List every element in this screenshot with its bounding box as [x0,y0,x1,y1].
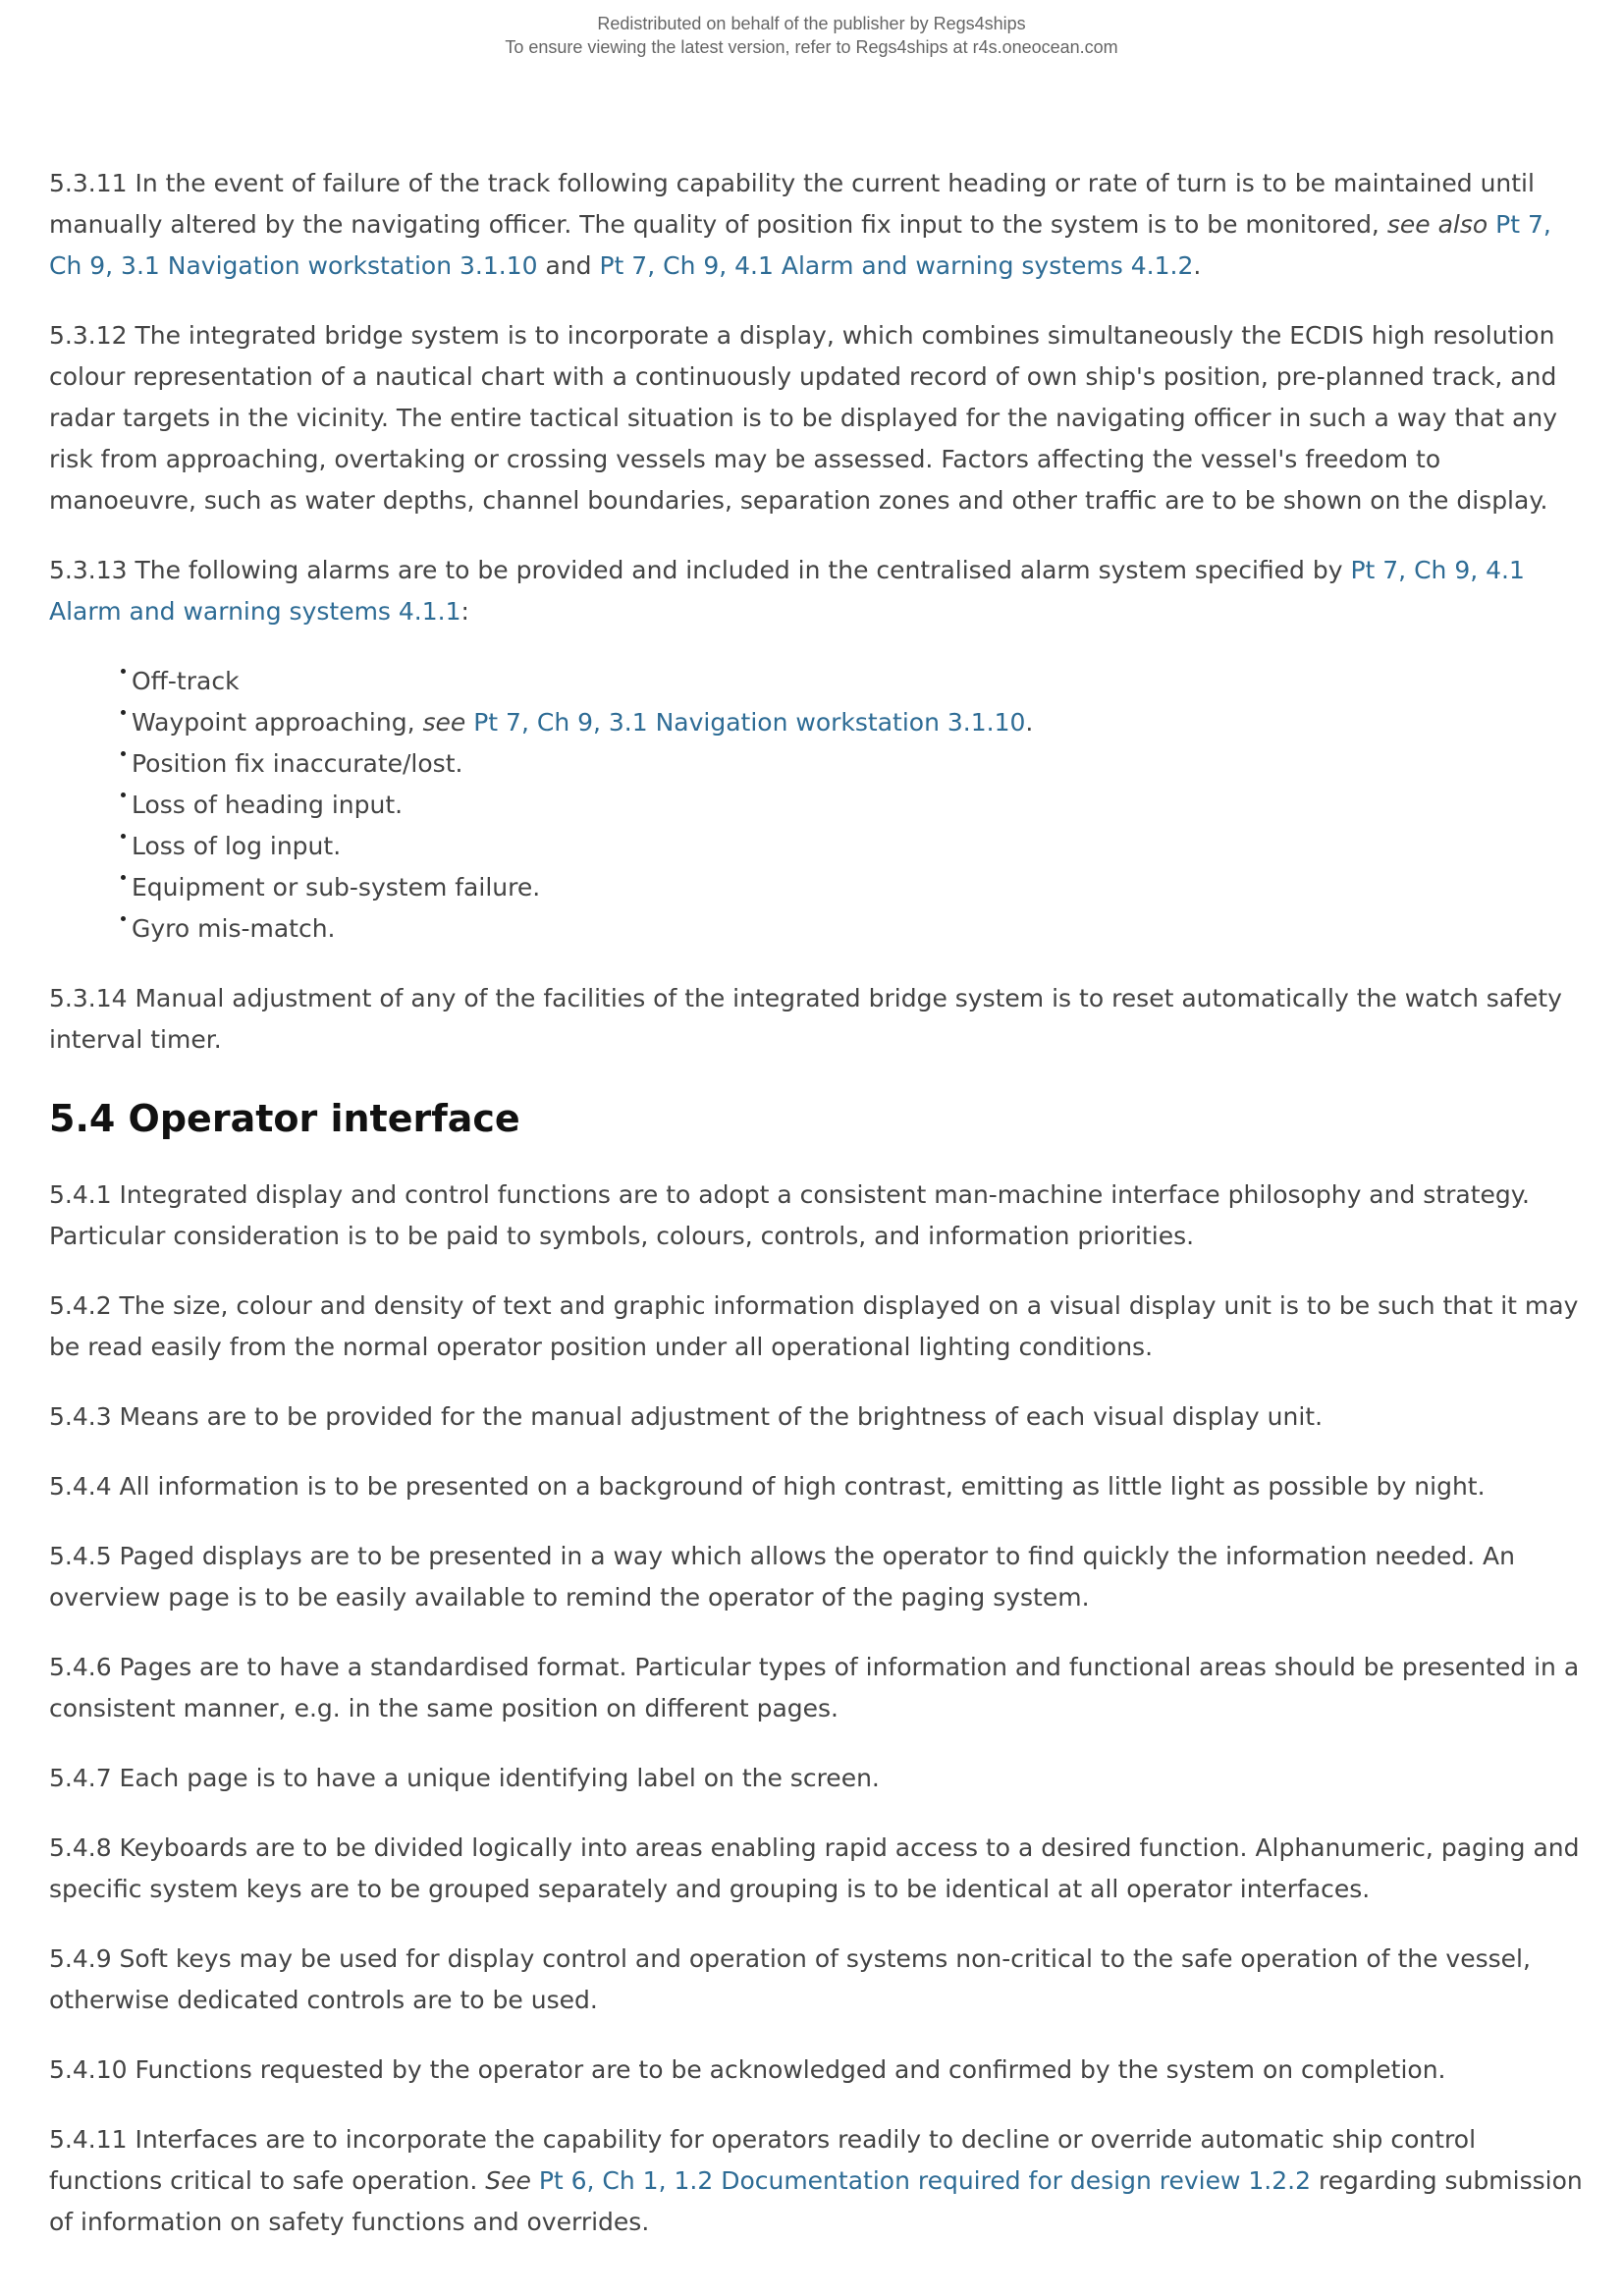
paragraph-text-end: regarding submission of information on safety functions and overrides. [49,2166,1583,2236]
bullet-icon [121,793,126,797]
see-text: see [422,708,466,737]
paragraph-5-4-5: 5.4.5 Paged displays are to be presented in a way which allows the operator to find quickly the information needed. An overview page is to be easily available to remind the operator of the paging system. [49,1542,1515,1612]
paragraph-5-4-11 [49,2119,1591,2243]
list-item-text: Gyro mis-match. [132,914,336,943]
punctuation: . [1025,708,1034,737]
document-body [49,163,1591,2271]
list-item [132,826,1591,867]
bullet-icon [121,710,126,715]
paragraph-5-4-3: 5.4.3 Means are to be provided for the manual adjustment of the brightness of each visual display unit. [49,1402,1324,1431]
list-item [132,785,1591,826]
banner-line-version: To ensure viewing the latest version, refer to Regs4ships at r4s.oneocean.com [505,37,1118,57]
conjunction-text: and [537,251,600,280]
paragraph-5-4-4: 5.4.4 All information is to be presented on a background of high contrast, emitting as little light as possible by night. [49,1472,1486,1501]
paragraph-5-4-9: 5.4.9 Soft keys may be used for display control and operation of systems non-critical to the safe operation of the vessel, otherwise dedicated controls are to be used. [49,1944,1531,2014]
list-item-text: Off-track [132,667,240,695]
paragraph-5-3-12: 5.3.12 The integrated bridge system is to incorporate a display, which combines simultaneously the ECDIS high resolution colour representation of a nautical chart with a continuously updated record of own ship's position, pre-planned track, and radar targets in the vicinity. The entire tactical situation is to be displayed for the navigating officer in such a way that any risk from approaching, overtaking or crossing vessels may be assessed. Factors affecting the vessel's freedom to manoeuvre, such as water depths, channel boundaries, separation zones and other traffic are to be shown on the display. [49,321,1558,515]
alarm-list [49,661,1591,950]
punctuation: . [1193,251,1202,280]
paragraph-5-3-13 [49,550,1591,632]
list-item [132,867,1591,908]
link-navigation-workstation-3-1-10[interactable]: Pt 7, Ch 9, 3.1 Navigation workstation 3.1.10 [473,708,1026,737]
redistribution-banner [0,12,1623,59]
list-item-text: Position fix inaccurate/lost. [132,749,463,778]
list-item [132,743,1591,785]
list-item-text: Waypoint approaching, [132,708,423,737]
paragraph-5-4-10: 5.4.10 Functions requested by the operator are to be acknowledged and confirmed by the system on completion. [49,2055,1446,2084]
link-alarm-warning-systems-4-1-2[interactable]: Pt 7, Ch 9, 4.1 Alarm and warning systems 4.1.2 [599,251,1194,280]
link-navigation-workstation-3-1-10[interactable]: Pt 7, Ch 9, 3.1 Navigation workstation 3.1.10 [49,210,1551,280]
bullet-icon [121,916,126,921]
paragraph-5-4-6: 5.4.6 Pages are to have a standardised format. Particular types of information and functional areas should be presented in a consistent manner, e.g. in the same position on different pages. [49,1653,1580,1722]
list-item [132,661,1591,702]
list-item [132,702,1591,743]
paragraph-5-3-14: 5.3.14 Manual adjustment of any of the facilities of the integrated bridge system is to reset automatically the watch safety interval timer. [49,984,1562,1054]
list-item-text: Loss of log input. [132,832,342,860]
paragraph-5-3-11 [49,163,1591,287]
paragraph-text: 5.4.11 Interfaces are to incorporate the capability for operators readily to decline or override automatic ship control functions critical to safe operation. [49,2125,1477,2195]
bullet-icon [121,751,126,756]
banner-line-publisher: Redistributed on behalf of the publisher by Regs4ships [597,14,1026,33]
bullet-icon [121,669,126,674]
bullet-icon [121,834,126,839]
bullet-icon [121,875,126,880]
punctuation: : [460,597,469,626]
list-item-text: Equipment or sub-system failure. [132,873,541,902]
see-also-text: see also [1386,210,1488,239]
link-documentation-design-review-1-2-2[interactable]: Pt 6, Ch 1, 1.2 Documentation required for design review 1.2.2 [538,2166,1311,2195]
paragraph-5-4-2: 5.4.2 The size, colour and density of text and graphic information displayed on a visual display unit is to be such that it may be read easily from the normal operator position under all operational lighting conditions. [49,1291,1579,1361]
paragraph-5-4-7: 5.4.7 Each page is to have a unique identifying label on the screen. [49,1764,880,1792]
paragraph-5-4-8: 5.4.8 Keyboards are to be divided logically into areas enabling rapid access to a desired function. Alphanumeric, paging and specific system keys are to be grouped separately and grouping is to be identical at all operator interfaces. [49,1833,1580,1903]
paragraph-text: 5.3.11 In the event of failure of the track following capability the current heading or rate of turn is to be maintained until manually altered by the navigating officer. The quality of position fix input to the system is to be monitored, [49,169,1535,239]
list-item-text: Loss of heading input. [132,791,404,819]
paragraph-text: 5.3.13 The following alarms are to be provided and included in the centralised alarm system specified by [49,556,1351,584]
see-text: See [485,2166,531,2195]
link-alarm-warning-systems-4-1-1[interactable]: Pt 7, Ch 9, 4.1 Alarm and warning systems 4.1.1 [49,556,1525,626]
list-item [132,908,1591,950]
section-heading-5-4: 5.4 Operator interface [49,1097,520,1140]
paragraph-5-4-1: 5.4.1 Integrated display and control functions are to adopt a consistent man-machine interface philosophy and strategy. Particular consideration is to be paid to symbols, colours, controls, and information priorities. [49,1180,1530,1250]
